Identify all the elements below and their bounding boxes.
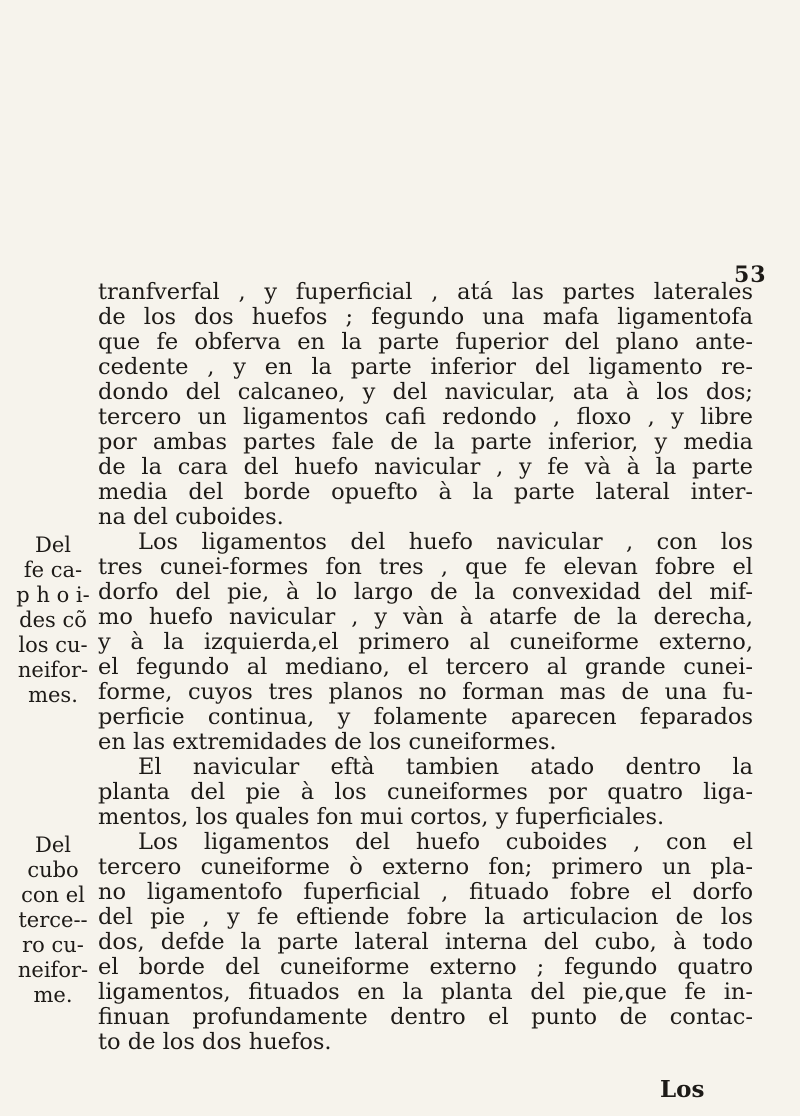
margin-note-line: los cu- xyxy=(18,633,88,657)
text-line: ligamentos, fituados en la planta del pie,que fe in- xyxy=(98,980,753,1005)
text-line: mo huefo navicular , y vàn à atarfe de la derecha, xyxy=(98,605,753,630)
text-line: del pie , y fe eftiende fobre la articulacion de los xyxy=(98,905,753,930)
paragraph-2 xyxy=(98,530,753,755)
text-line: tres cunei-formes fon tres , que fe elevan fobre el xyxy=(98,555,753,580)
paragraph-3 xyxy=(98,755,753,830)
text-line: dondo del calcaneo, y del navicular, ata à los dos; xyxy=(98,380,753,405)
margin-note-line: des cõ xyxy=(19,608,87,632)
margin-note-line: me. xyxy=(33,983,73,1007)
text-line: perficie continua, y folamente aparecen feparados xyxy=(98,705,753,730)
text-line: tranfverfal , y fuperficial , atá las partes laterales xyxy=(98,280,753,305)
paragraph-1 xyxy=(98,280,753,530)
margin-note xyxy=(10,833,96,1008)
text-line: y à la izquierda,el primero al cuneiforme externo, xyxy=(98,630,753,655)
text-line: finuan profundamente dentro el punto de contac- xyxy=(98,1005,753,1030)
text-line: to de los dos huefos. xyxy=(98,1030,332,1055)
margin-note-line: Del xyxy=(35,833,71,857)
margin-note-line: mes. xyxy=(28,683,78,707)
text-line: forme, cuyos tres planos no forman mas de una fu- xyxy=(98,680,753,705)
margin-note xyxy=(10,533,96,708)
text-line: el borde del cuneiforme externo ; fegundo quatro xyxy=(98,955,753,980)
page-number: 53 xyxy=(734,262,767,288)
text-line: Los ligamentos del huefo navicular , con los xyxy=(138,530,753,555)
text-line: de la cara del huefo navicular , y fe và à la parte xyxy=(98,455,753,480)
margin-note-line: Del xyxy=(35,533,71,557)
text-line: dos, defde la parte lateral interna del cubo, à todo xyxy=(98,930,753,955)
margin-note-line: p h o i- xyxy=(16,583,90,607)
text-line: planta del pie à los cuneiformes por quatro liga- xyxy=(98,780,753,805)
text-line: no ligamentofo fuperficial , fituado fobre el dorfo xyxy=(98,880,753,905)
text-line: media del borde opuefto à la parte lateral inter- xyxy=(98,480,753,505)
catchword: Los xyxy=(660,1076,705,1103)
text-line: que fe obferva en la parte fuperior del plano ante- xyxy=(98,330,753,355)
text-line: El navicular eftà tambien atado dentro la xyxy=(138,755,753,780)
text-line: tercero cuneiforme ò externo fon; primero un pla- xyxy=(98,855,753,880)
text-line: dorfo del pie, à lo largo de la convexidad del mif- xyxy=(98,580,753,605)
text-line: por ambas partes fale de la parte inferior, y media xyxy=(98,430,753,455)
margin-note-line: neifor- xyxy=(17,658,89,682)
text-line: mentos, los quales fon mui cortos, y fuperficiales. xyxy=(98,805,665,830)
margin-note-line: neifor- xyxy=(17,958,89,982)
text-line: de los dos huefos ; fegundo una mafa ligamentofa xyxy=(98,305,753,330)
paragraph-4 xyxy=(98,830,753,1055)
text-line: na del cuboides. xyxy=(98,505,284,530)
text-line: cedente , y en la parte inferior del ligamento re- xyxy=(98,355,753,380)
text-line: Los ligamentos del huefo cuboides , con el xyxy=(138,830,753,855)
margin-note-line: terce-- xyxy=(18,908,88,932)
margin-note-line: cubo xyxy=(27,858,79,882)
text-line: en las extremidades de los cuneiformes. xyxy=(98,730,557,755)
margin-note-line: ro cu- xyxy=(22,933,84,957)
margin-note-line: con el xyxy=(21,883,85,907)
text-line: el fegundo al mediano, el tercero al grande cunei- xyxy=(98,655,753,680)
margin-note-line: fe ca- xyxy=(23,558,83,582)
text-line: tercero un ligamentos cafi redondo , floxo , y libre xyxy=(98,405,753,430)
